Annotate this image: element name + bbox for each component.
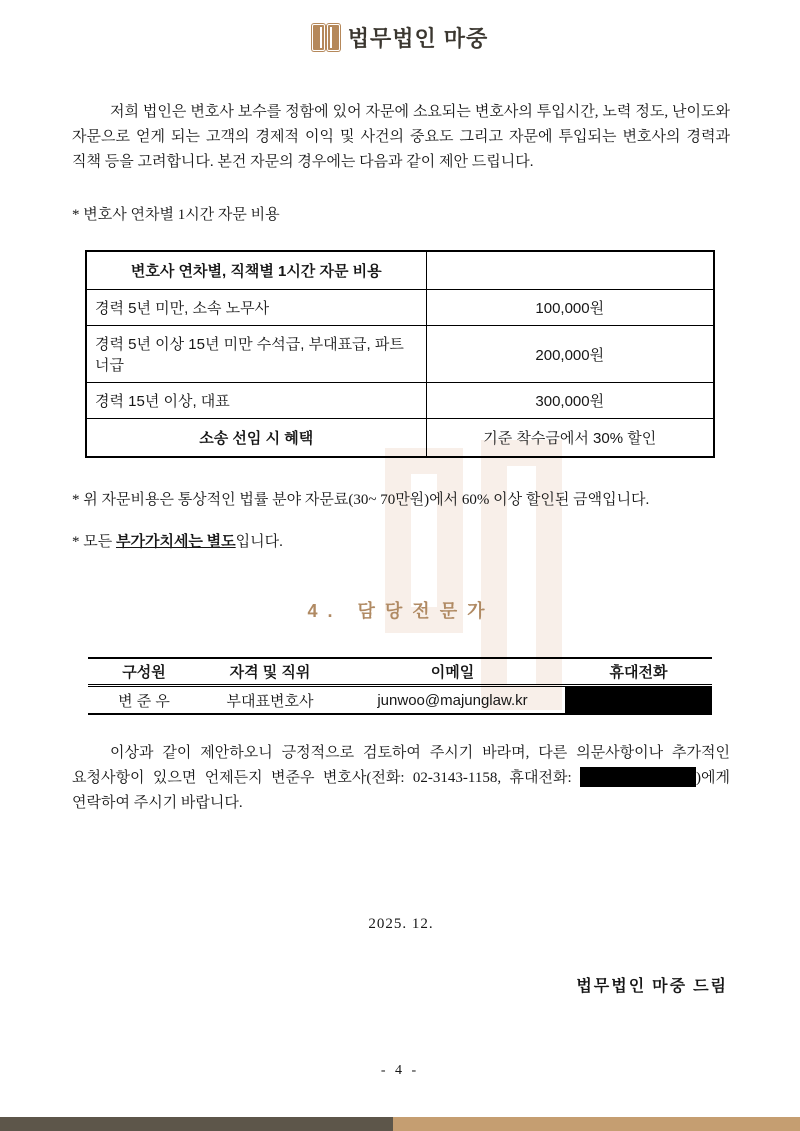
fee-row-value: 100,000원 <box>426 290 714 326</box>
closing-text-before: 이상과 같이 제안하오니 긍정적으로 검토하여 주시기 바라며, 다른 의문사항이나 추가적인 요청사항이 있으면 언제든지 변준우 변호사(전화: 02-3143-1158, 휴대전화: <box>72 745 730 786</box>
fee-section-label: * 변호사 연차별 1시간 자문 비용 <box>72 207 280 223</box>
phone-redaction-box <box>565 687 712 713</box>
footer-bar-tan-segment <box>393 1117 800 1131</box>
fee-table-header-row <box>86 251 714 290</box>
closing-text-after: )에게 연락하여 주시기 바랍니다. <box>72 770 730 811</box>
table-row <box>86 383 714 419</box>
footer-decoration-bar <box>0 1117 800 1131</box>
expert-name: 변 준 우 <box>88 686 200 715</box>
closing-paragraph <box>72 741 730 816</box>
fee-table-header-empty <box>426 251 714 290</box>
vat-note-prefix: * 모든 <box>72 534 116 550</box>
table-row <box>86 326 714 383</box>
expert-phone-cell <box>565 686 712 715</box>
fee-row-label: 경력 5년 미만, 소속 노무사 <box>86 290 426 326</box>
document-date: 2025. 12. <box>368 916 434 932</box>
logo-door-left-icon <box>312 24 325 51</box>
experts-header-member: 구성원 <box>88 658 200 686</box>
vat-note-emphasis: 부가가치세는 별도 <box>115 534 236 550</box>
signature-line: 법무법인 마중 드림 <box>576 978 728 995</box>
table-row <box>86 290 714 326</box>
table-row <box>88 686 712 715</box>
expert-position: 부대표변호사 <box>200 686 340 715</box>
document-body <box>72 100 730 996</box>
experts-header-email: 이메일 <box>340 658 565 686</box>
intro-paragraph: 저희 법인은 변호사 보수를 정함에 있어 자문에 소요되는 변호사의 투입시간, 노력 정도, 난이도와 자문으로 얻게 되는 고객의 경제적 이익 및 사건의 중요도 그리고 자문에 투입되는 변호사의 경력과 직책 등을 고려합니다. 본건 자문의 경우에는 다음과 같이 제안 드립니다. <box>72 104 730 170</box>
fee-table-header-label: 변호사 연차별, 직책별 1시간 자문 비용 <box>86 251 426 290</box>
vat-note-suffix: 입니다. <box>235 534 283 550</box>
firm-logo-icon <box>312 24 340 51</box>
fee-benefit-label: 소송 선임 시 혜택 <box>86 419 426 458</box>
vat-note <box>72 530 730 555</box>
expert-email: junwoo@majunglaw.kr <box>340 686 565 715</box>
fee-row-label: 경력 5년 이상 15년 미만 수석급, 부대표급, 파트너급 <box>86 326 426 383</box>
experts-table-header-row <box>88 658 712 686</box>
page-number: - 4 - <box>380 1063 420 1078</box>
fee-table <box>85 250 715 458</box>
fee-row-value: 300,000원 <box>426 383 714 419</box>
discount-note: * 위 자문비용은 통상적인 법률 분야 자문료(30~ 70만원)에서 60% 이상 할인된 금액입니다. <box>72 492 650 508</box>
section-title-experts: 4. 담당전문가 <box>307 601 495 621</box>
logo-door-right-icon <box>327 24 340 51</box>
experts-table <box>88 657 712 715</box>
experts-header-phone: 휴대전화 <box>565 658 712 686</box>
firm-logo <box>0 22 800 53</box>
firm-logo-text: 법무법인 마중 <box>347 26 489 51</box>
fee-benefit-row <box>86 419 714 458</box>
experts-header-position: 자격 및 직위 <box>200 658 340 686</box>
fee-benefit-value: 기준 착수금에서 30% 할인 <box>426 419 714 458</box>
fee-row-value: 200,000원 <box>426 326 714 383</box>
footer-bar-dark-segment <box>0 1117 393 1131</box>
fee-row-label: 경력 15년 이상, 대표 <box>86 383 426 419</box>
phone-redaction-inline-box <box>580 767 696 787</box>
